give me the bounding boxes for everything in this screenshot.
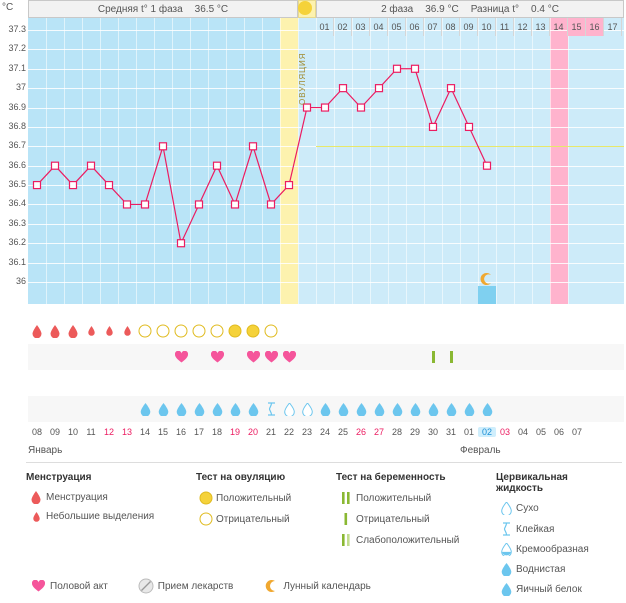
- date-cell[interactable]: 26: [355, 427, 366, 437]
- cycle-day-strip: [316, 18, 624, 36]
- date-cell[interactable]: 07: [571, 427, 582, 437]
- legend-item: [134, 578, 234, 594]
- data-point[interactable]: [430, 123, 437, 130]
- legend-item: [26, 491, 154, 504]
- cervical-fluid-watery-icon[interactable]: [424, 396, 442, 422]
- cervical-fluid-watery-icon[interactable]: [388, 396, 406, 422]
- legend-item: [196, 491, 291, 505]
- date-cell[interactable]: 22: [283, 427, 294, 437]
- row-spacer: [28, 370, 624, 396]
- cycle-day-cell[interactable]: 04: [370, 18, 388, 36]
- legend-item: [496, 502, 616, 515]
- bbt-chart[interactable]: [28, 18, 624, 304]
- cervical-fluid-watery-icon[interactable]: [172, 396, 190, 422]
- ovulation-test-negative-icon[interactable]: [262, 318, 280, 344]
- legend-item-label: Отрицательный: [216, 513, 290, 525]
- date-axis: [28, 427, 624, 443]
- cervical-fluid-sticky-icon[interactable]: [262, 396, 280, 422]
- date-cell[interactable]: 25: [337, 427, 348, 437]
- y-tick-label: 37.3: [8, 24, 26, 34]
- data-point[interactable]: [214, 162, 221, 169]
- cervical-fluid-watery-icon[interactable]: [478, 396, 496, 422]
- data-point[interactable]: [484, 162, 491, 169]
- cycle-day-cell[interactable]: 15: [568, 18, 586, 36]
- legend-item-label: Половой акт: [50, 580, 108, 592]
- two-bars-icon: [336, 491, 356, 505]
- data-point[interactable]: [412, 65, 419, 72]
- cycle-day-cell[interactable]: 06: [406, 18, 424, 36]
- data-point[interactable]: [70, 182, 77, 189]
- data-point[interactable]: [322, 104, 329, 111]
- cycle-day-cell[interactable]: 10: [478, 18, 496, 36]
- date-cell[interactable]: 04: [517, 427, 528, 437]
- phase1-label: Средняя t° 1 фаза: [97, 3, 183, 15]
- date-cell[interactable]: 03: [499, 427, 510, 437]
- drop-small-icon: [26, 512, 46, 522]
- legend-item-label: Положительный: [356, 492, 432, 504]
- y-tick-label: 37.1: [8, 62, 26, 73]
- menstruation-drop-small-icon[interactable]: [100, 318, 118, 344]
- legend-bottom-row: [26, 578, 397, 594]
- moon-icon: [480, 272, 494, 286]
- date-cell[interactable]: 27: [373, 427, 384, 437]
- phase-diff-value: 0.4 °C: [531, 3, 559, 15]
- legend-item: [496, 522, 616, 536]
- date-cell[interactable]: 14: [139, 427, 150, 437]
- cervical-fluid-watery-icon[interactable]: [154, 396, 172, 422]
- data-point[interactable]: [178, 240, 185, 247]
- selected-day-highlight[interactable]: [478, 286, 496, 304]
- data-point[interactable]: [466, 123, 473, 130]
- menstruation-drop-big-icon[interactable]: [46, 318, 64, 344]
- legend-item: [336, 533, 459, 547]
- legend-column-title: Менструация: [26, 472, 92, 483]
- heart-icon: [26, 580, 50, 592]
- legend-item-label: Яичный белок: [516, 584, 582, 595]
- data-point[interactable]: [106, 182, 113, 189]
- cervical-fluid-watery-icon[interactable]: [334, 396, 352, 422]
- cycle-day-cell[interactable]: 17: [604, 18, 622, 36]
- one-bar-icon: [336, 512, 356, 526]
- cycle-day-cell[interactable]: 07: [424, 18, 442, 36]
- date-cell[interactable]: 21: [265, 427, 276, 437]
- cervical-fluid-watery-icon[interactable]: [406, 396, 424, 422]
- data-point[interactable]: [376, 85, 383, 92]
- date-cell[interactable]: 17: [193, 427, 204, 437]
- creamy-icon: [496, 543, 516, 556]
- legend-item: [259, 579, 371, 593]
- phase-diff-label: Разница t°: [470, 3, 520, 15]
- intercourse-heart-icon[interactable]: [244, 344, 262, 370]
- date-cell[interactable]: 01: [463, 427, 474, 437]
- date-cell[interactable]: 31: [445, 427, 456, 437]
- legend-item-label: Слабоположительный: [356, 534, 460, 546]
- sticky-icon: [496, 522, 516, 536]
- data-point[interactable]: [340, 85, 347, 92]
- y-tick-label: 36.7: [8, 140, 26, 151]
- date-cell[interactable]: 06: [553, 427, 564, 437]
- legend-column: [196, 472, 291, 533]
- phase2-summary: [316, 0, 624, 18]
- cervical-fluid-watery-icon[interactable]: [442, 396, 460, 422]
- ovulation-vertical-label: ОВУЛЯЦИЯ: [298, 52, 307, 106]
- cycle-day-cell[interactable]: 13: [532, 18, 550, 36]
- month-label-second: Февраль: [460, 445, 501, 456]
- pregnancy-test-negative-icon[interactable]: [424, 344, 442, 370]
- data-point[interactable]: [196, 201, 203, 208]
- y-tick-label: 36: [15, 276, 26, 286]
- ovulation-test-negative-icon[interactable]: [136, 318, 154, 344]
- unit-label: °C: [2, 2, 14, 13]
- date-cell[interactable]: 18: [211, 427, 222, 437]
- menstruation-drop-big-icon[interactable]: [28, 318, 46, 344]
- circle-empty-icon: [196, 512, 216, 526]
- drop-big-icon: [26, 491, 46, 504]
- legend-item-label: Менструация: [46, 492, 108, 503]
- row-pregnancy-intercourse: [28, 344, 624, 370]
- date-cell[interactable]: 11: [86, 427, 96, 437]
- data-point[interactable]: [286, 182, 293, 189]
- data-point[interactable]: [142, 201, 149, 208]
- cycle-day-cell[interactable]: 14: [550, 18, 568, 36]
- eggwhite-icon: [496, 583, 516, 596]
- legend-column-title: Тест на беременность: [336, 472, 446, 483]
- legend-item: [496, 543, 616, 556]
- legend-item: [196, 512, 291, 526]
- legend-item: [336, 512, 459, 526]
- cervical-fluid-watery-icon[interactable]: [190, 396, 208, 422]
- phase1-summary: [28, 0, 298, 18]
- y-tick-label: 36.1: [8, 256, 26, 267]
- legend-column: [26, 472, 154, 529]
- intercourse-heart-icon[interactable]: [172, 344, 190, 370]
- legend-item: [26, 511, 154, 522]
- phase1-value: 36.5 °C: [194, 3, 229, 15]
- data-point[interactable]: [268, 201, 275, 208]
- ovulation-test-positive-icon[interactable]: [226, 318, 244, 344]
- date-cell[interactable]: 29: [409, 427, 420, 437]
- circle-filled-icon: [196, 491, 216, 505]
- y-tick-label: 36.5: [8, 179, 26, 190]
- date-cell[interactable]: 08: [31, 427, 42, 437]
- legend-item: [496, 563, 616, 576]
- y-tick-label: 37: [15, 82, 26, 93]
- legend-column: [496, 472, 616, 603]
- data-point[interactable]: [88, 162, 95, 169]
- pill-icon: [134, 578, 158, 594]
- data-point[interactable]: [448, 85, 455, 92]
- legend-item-label: Положительный: [216, 492, 292, 504]
- legend-item-label: Небольшие выделения: [46, 511, 155, 522]
- y-tick-label: 36.8: [8, 120, 26, 131]
- date-cell[interactable]: 09: [49, 427, 60, 437]
- cycle-day-cell[interactable]: 03: [352, 18, 370, 36]
- legend-item-label: Прием лекарств: [157, 580, 234, 592]
- date-cell[interactable]: 10: [67, 427, 78, 437]
- month-label-first: Январь: [28, 445, 63, 456]
- cycle-day-cell[interactable]: 12: [514, 18, 532, 36]
- cervical-fluid-watery-icon[interactable]: [208, 396, 226, 422]
- cervical-fluid-dry-icon[interactable]: [280, 396, 298, 422]
- ovulation-test-negative-icon[interactable]: [208, 318, 226, 344]
- ovulation-test-positive-icon[interactable]: [244, 318, 262, 344]
- ovulation-test-negative-icon[interactable]: [172, 318, 190, 344]
- date-cell[interactable]: 30: [427, 427, 438, 437]
- cervical-fluid-watery-icon[interactable]: [370, 396, 388, 422]
- cycle-day-cell[interactable]: 11: [496, 18, 514, 36]
- date-cell[interactable]: 16: [175, 427, 186, 437]
- menstruation-drop-small-icon[interactable]: [118, 318, 136, 344]
- intercourse-heart-icon[interactable]: [280, 344, 298, 370]
- y-tick-label: 36.4: [8, 198, 26, 209]
- cycle-day-cell[interactable]: 08: [442, 18, 460, 36]
- cervical-fluid-watery-icon[interactable]: [460, 396, 478, 422]
- marker-rows: [28, 318, 624, 422]
- date-cell[interactable]: 15: [157, 427, 168, 437]
- cervical-fluid-watery-icon[interactable]: [352, 396, 370, 422]
- date-cell[interactable]: 12: [103, 427, 114, 437]
- data-point[interactable]: [358, 104, 365, 111]
- date-cell[interactable]: 13: [121, 427, 132, 437]
- legend-divider: [26, 462, 622, 463]
- date-cell[interactable]: 19: [229, 427, 240, 437]
- data-point[interactable]: [52, 162, 59, 169]
- cycle-day-cell[interactable]: 01: [316, 18, 334, 36]
- y-tick-label: 36.6: [8, 159, 26, 170]
- temperature-series: [28, 18, 624, 304]
- legend-item: [496, 583, 616, 596]
- one-and-half-bars-icon: [336, 533, 356, 547]
- y-tick-label: 36.2: [8, 237, 26, 248]
- legend-item-label: Отрицательный: [356, 513, 430, 525]
- y-tick-label: 37.2: [8, 43, 26, 54]
- legend-item-label: Лунный календарь: [283, 580, 371, 592]
- y-tick-label: 36.9: [8, 101, 26, 112]
- cervical-fluid-dry-icon[interactable]: [298, 396, 316, 422]
- data-point[interactable]: [250, 143, 257, 150]
- intercourse-heart-icon[interactable]: [208, 344, 226, 370]
- date-cell[interactable]: 24: [319, 427, 330, 437]
- legend-column-title: Тест на овуляцию: [196, 472, 286, 483]
- data-point[interactable]: [394, 65, 401, 72]
- legend-item-label: Клейкая: [516, 523, 555, 535]
- cycle-day-cell[interactable]: 05: [388, 18, 406, 36]
- data-point[interactable]: [34, 182, 41, 189]
- data-point[interactable]: [124, 201, 131, 208]
- date-cell[interactable]: 05: [535, 427, 546, 437]
- ovulation-test-negative-icon[interactable]: [154, 318, 172, 344]
- legend-item-label: Кремообразная: [516, 544, 589, 555]
- ovulation-band-label: [298, 18, 316, 304]
- date-cell[interactable]: 28: [391, 427, 402, 437]
- data-point[interactable]: [232, 201, 239, 208]
- menstruation-drop-small-icon[interactable]: [82, 318, 100, 344]
- intercourse-heart-icon[interactable]: [262, 344, 280, 370]
- legend-item: [336, 491, 459, 505]
- row-menstruation-ovulation: [28, 318, 624, 344]
- legend-column: [336, 472, 459, 554]
- legend-column-title: Цервикальная жидкость: [496, 472, 568, 494]
- phase2-label: 2 фаза: [381, 3, 414, 15]
- dry-icon: [496, 502, 516, 515]
- data-point[interactable]: [160, 143, 167, 150]
- pregnancy-test-negative-icon[interactable]: [442, 344, 460, 370]
- menstruation-drop-big-icon[interactable]: [64, 318, 82, 344]
- legend-item-label: Воднистая: [516, 564, 566, 575]
- date-cell[interactable]: 20: [247, 427, 258, 437]
- row-cervical-fluid: [28, 396, 624, 422]
- cervical-fluid-watery-icon[interactable]: [226, 396, 244, 422]
- watery-icon: [496, 563, 516, 576]
- legend-item: [26, 580, 108, 592]
- moon-icon: [259, 579, 283, 593]
- cervical-fluid-watery-icon[interactable]: [244, 396, 262, 422]
- cycle-day-cell[interactable]: 09: [460, 18, 478, 36]
- legend-item-label: Сухо: [516, 503, 539, 514]
- cycle-day-cell[interactable]: 02: [334, 18, 352, 36]
- cervical-fluid-watery-icon[interactable]: [136, 396, 154, 422]
- cycle-day-cell[interactable]: 16: [586, 18, 604, 36]
- date-cell[interactable]: 02: [478, 427, 496, 437]
- phase2-value: 36.9 °C: [425, 3, 459, 15]
- date-cell[interactable]: 23: [301, 427, 312, 437]
- ovulation-dot-icon: [298, 1, 312, 15]
- y-tick-label: 36.3: [8, 217, 26, 228]
- ovulation-test-negative-icon[interactable]: [190, 318, 208, 344]
- cervical-fluid-watery-icon[interactable]: [316, 396, 334, 422]
